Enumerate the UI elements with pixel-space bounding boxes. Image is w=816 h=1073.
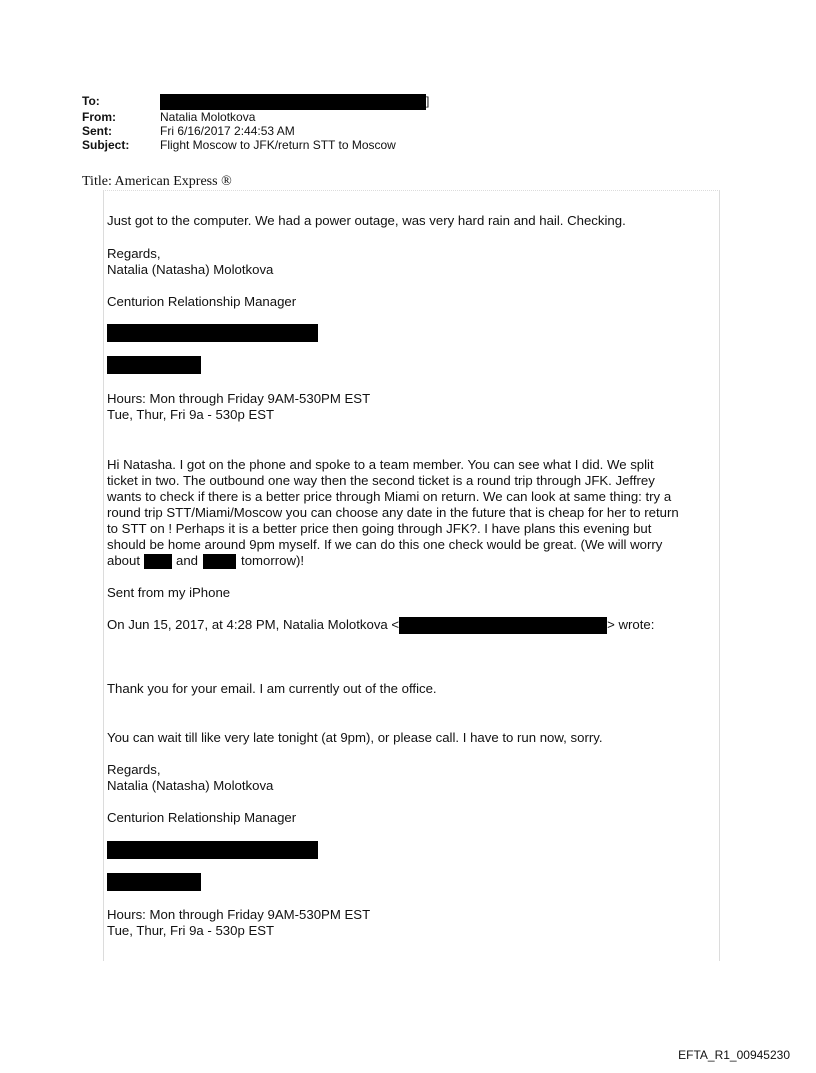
- signature-role: Centurion Relationship Manager: [107, 810, 297, 825]
- sent-value: Fri 6/16/2017 2:44:53 AM: [160, 124, 295, 138]
- quote-prefix: On Jun 15, 2017, at 4:28 PM, Natalia Molotkova <: [107, 617, 400, 632]
- sent-row: [82, 124, 429, 138]
- redaction-bar: [144, 554, 172, 569]
- from-value: Natalia Molotkova: [160, 110, 256, 124]
- redaction-bar: [107, 873, 201, 891]
- hours-line-1: Hours: Mon through Friday 9AM-530PM EST: [107, 391, 371, 406]
- message-line: Hi Natasha. I got on the phone and spoke to a team member. You can see what I did. We split: [107, 457, 654, 472]
- to-label: To:: [82, 94, 100, 108]
- regards-text: Regards,: [107, 762, 161, 777]
- quote-header: [107, 617, 654, 634]
- message-line: to STT on ! Perhaps it is a better price then going through JFK?. I have plans this evening but: [107, 521, 652, 536]
- about-word: about: [107, 553, 141, 568]
- to-value-end: ]: [426, 94, 430, 109]
- to-value: [160, 94, 429, 110]
- signature-name: Natalia (Natasha) Molotkova: [107, 262, 274, 277]
- redaction-bar: [107, 356, 201, 374]
- message-line: wants to check if there is a better price through Miami on return. We can look at same thing: try a: [107, 489, 672, 504]
- email-header: [82, 94, 429, 152]
- redaction-bar: [399, 617, 607, 634]
- subject-value: Flight Moscow to JFK/return STT to Moscow: [160, 138, 396, 152]
- message-last-line: [107, 553, 304, 569]
- wait-text: You can wait till like very late tonight (at 9pm), or please call. I have to run now, sorry.: [107, 730, 603, 745]
- out-of-office-text: Thank you for your email. I am currently out of the office.: [107, 681, 437, 696]
- quote-suffix: > wrote:: [607, 617, 655, 632]
- sent-label: Sent:: [82, 124, 112, 138]
- subject-label: Subject:: [82, 138, 130, 152]
- redaction-bar: [107, 324, 318, 342]
- tomorrow-word: tomorrow)!: [241, 553, 305, 568]
- redaction-bar: [203, 554, 236, 569]
- message-line: round trip STT/Miami/Moscow you can choose any date in the future that is cheap for her to return: [107, 505, 679, 520]
- document-id: EFTA_R1_00945230: [678, 1048, 790, 1062]
- signature-role: Centurion Relationship Manager: [107, 294, 297, 309]
- message-line: should be home around 9pm myself. If we can do this one check would be great. (We will worry: [107, 537, 663, 552]
- from-label: From:: [82, 110, 116, 124]
- subject-row: [82, 138, 429, 152]
- regards-text: Regards,: [107, 246, 161, 261]
- to-row: [82, 94, 429, 110]
- hours-line-2: Tue, Thur, Fri 9a - 530p EST: [107, 407, 275, 422]
- redaction-bar: [107, 841, 318, 859]
- redaction-bar: [160, 94, 426, 110]
- intro-text: Just got to the computer. We had a power outage, was very hard rain and hail. Checking.: [107, 213, 626, 228]
- and-word: and: [176, 553, 199, 568]
- hours-line-2: Tue, Thur, Fri 9a - 530p EST: [107, 923, 275, 938]
- from-row: [82, 110, 429, 124]
- signature-name: Natalia (Natasha) Molotkova: [107, 778, 274, 793]
- sent-from-text: Sent from my iPhone: [107, 585, 231, 600]
- hours-line-1: Hours: Mon through Friday 9AM-530PM EST: [107, 907, 371, 922]
- title-line: Title: American Express ®: [82, 174, 232, 189]
- message-line: ticket in two. The outbound one way then the second ticket is a round trip through JFK. Jeffrey: [107, 473, 655, 488]
